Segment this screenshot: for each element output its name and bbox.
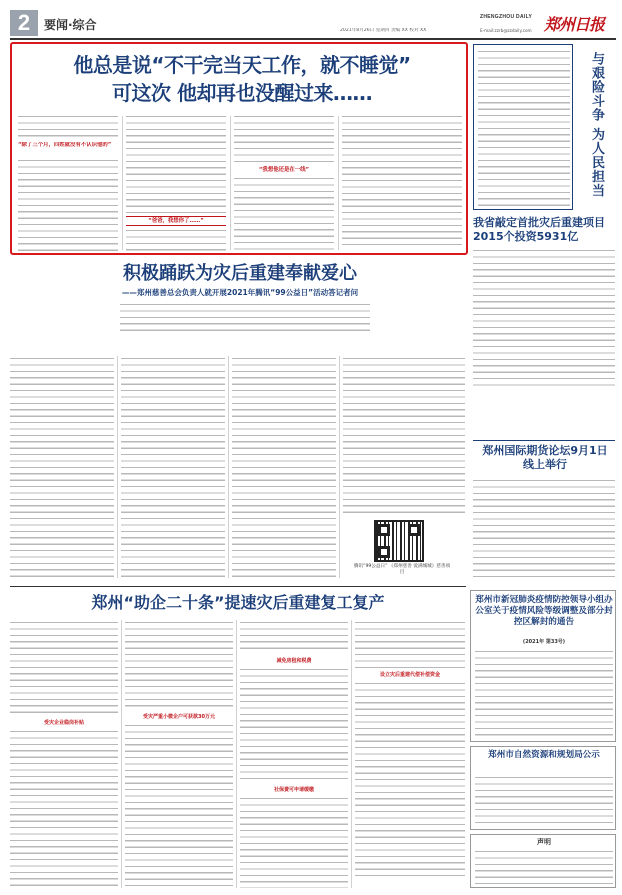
lead-text-5 [234, 114, 334, 164]
lead-quote-box: “爸爸，我想你了……” [126, 216, 226, 226]
feature-subtitle: ——郑州慈善总会负责人就开展2021年腾讯“99公益日”活动答记者问 [121, 288, 359, 297]
bottom-subhead-4: 设立灾后重建代偿补偿资金 [379, 672, 440, 678]
bottom-subhead-1: 受灾企业稳岗补贴 [43, 720, 84, 726]
lead-text-7 [342, 114, 462, 250]
lead-text-1 [18, 114, 118, 140]
notice-3-title: 声明 [537, 838, 551, 846]
lead-text-4 [126, 228, 226, 252]
bottom-subhead-2: 受灾严重小微企户可获款30万元 [143, 714, 215, 720]
bottom-text-8 [355, 620, 465, 668]
vertical-title: 与艰险斗争 为人民担当 [589, 52, 604, 198]
bottom-text-6 [240, 667, 348, 783]
col-rule [339, 356, 340, 578]
bottom-col-2 [125, 620, 233, 888]
masthead-rule [10, 38, 616, 40]
notice-3 [470, 834, 616, 888]
notice-2 [470, 746, 616, 830]
notice-1-number: (2021年 第33号) [522, 639, 566, 645]
paper-logo: 郑州日报 [544, 15, 605, 34]
qr-code[interactable] [374, 520, 424, 562]
col-rule [228, 356, 229, 578]
lead-subhead-1: “除了三个月，四姓就没有不认识他的” [18, 142, 112, 148]
expo-text [473, 478, 615, 578]
project-text [473, 248, 615, 388]
lead-subhead-2: “我想他还是在一线” [258, 167, 310, 173]
bottom-text-7 [240, 796, 348, 888]
bottom-text-1 [10, 620, 118, 716]
lead-text-3 [126, 114, 226, 214]
commentary-box [473, 44, 573, 210]
col-rule [236, 620, 237, 888]
bottom-subhead-5: 社保费可申请缓缴 [273, 787, 314, 793]
section-rule [10, 586, 466, 587]
bottom-col-1 [10, 620, 118, 888]
notice-3-text [475, 849, 613, 885]
feature-col-4 [343, 356, 465, 516]
lead-col-3 [234, 114, 334, 252]
project-title: 我省敲定首批灾后重建项目2015个投资5931亿 [473, 216, 605, 243]
feature-col-3 [232, 356, 336, 578]
lead-col-4 [342, 114, 462, 252]
bottom-col-4 [355, 620, 465, 888]
bottom-text-2 [10, 729, 118, 889]
page-number: 2 [10, 10, 38, 36]
bottom-text-5 [240, 620, 348, 654]
lead-text-2 [18, 158, 118, 252]
notice-1-text [475, 649, 613, 739]
lead-title-1: 他总是说“不干完当天工作，就不睡觉” [73, 53, 411, 77]
feature-intro [120, 302, 370, 334]
notice-2-text [475, 775, 613, 827]
col-rule [230, 116, 231, 250]
bottom-text-9 [355, 681, 465, 881]
lead-title-2: 可这次 他却再也没醒过来…… [112, 81, 372, 105]
bottom-text-3 [125, 620, 233, 710]
notice-1 [470, 590, 616, 742]
col-rule [122, 116, 123, 250]
feature-col-2 [121, 356, 225, 578]
notice-2-title: 郑州市自然资源和规划局公示 [488, 750, 600, 760]
phone-line: E-mail:zzrb@zzdaily.com [480, 28, 532, 33]
lead-text-6 [234, 176, 334, 252]
paper-name-en: ZHENGZHOU DAILY [480, 14, 533, 20]
bottom-title: 郑州“助企二十条”提速灾后重建复工复产 [91, 593, 385, 612]
lead-col-1 [18, 114, 118, 252]
date-line: 2021年8月26日 星期四 责编 XX 校对 XX [340, 28, 427, 33]
col-rule [338, 116, 339, 250]
col-rule [351, 620, 352, 888]
col-rule [121, 620, 122, 888]
expo-title: 郑州国际期货论坛9月1日线上举行 [482, 444, 608, 471]
notice-1-title: 郑州市新冠肺炎疫情防控领导小组办公室关于疫情风险等级调整及部分封控区解封的通告 [475, 595, 613, 627]
bottom-subhead-3: 减免房租和税费 [276, 658, 312, 664]
masthead [10, 10, 616, 40]
expo-rule [473, 440, 615, 441]
qr-caption: 腾讯“99公益日” 《郑州慈善 爱满城城》慈善项目 [353, 564, 451, 575]
bottom-text-4 [125, 723, 233, 889]
commentary-text [478, 49, 570, 207]
feature-title: 积极踊跃为灾后重建奉献爱心 [123, 263, 357, 284]
lead-story [10, 42, 468, 255]
lead-col-2 [126, 114, 226, 252]
bottom-col-3 [240, 620, 348, 888]
col-rule [117, 356, 118, 578]
section-label: 要闻·综合 [44, 18, 97, 32]
feature-col-1 [10, 356, 114, 578]
